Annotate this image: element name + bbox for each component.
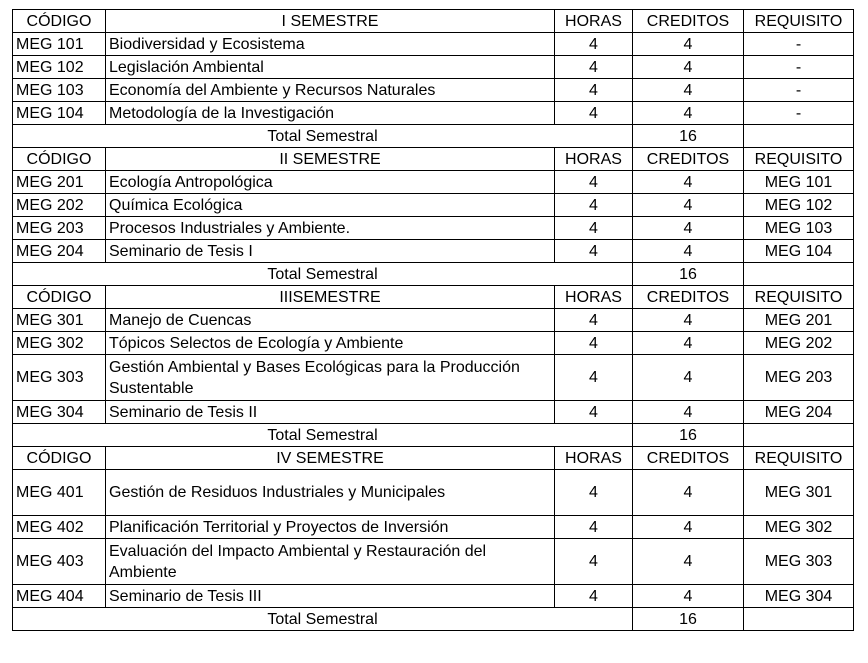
course-requisite: MEG 303	[744, 539, 854, 585]
course-name: Química Ecológica	[106, 194, 555, 217]
course-row	[13, 309, 854, 332]
semester-title: IV SEMESTRE	[106, 447, 555, 470]
course-name: Seminario de Tesis I	[106, 240, 555, 263]
header-requisito: REQUISITO	[744, 286, 854, 309]
course-code: MEG 303	[13, 355, 106, 401]
course-requisite: -	[744, 79, 854, 102]
course-hours: 4	[555, 355, 633, 401]
total-label: Total Semestral	[13, 608, 633, 631]
total-empty-cell	[744, 125, 854, 148]
course-hours: 4	[555, 332, 633, 355]
course-requisite: -	[744, 33, 854, 56]
course-name: Metodología de la Investigación	[106, 102, 555, 125]
header-creditos: CREDITOS	[633, 148, 744, 171]
course-name: Gestión de Residuos Industriales y Municipales	[106, 470, 555, 516]
curriculum-table	[12, 9, 854, 631]
course-credits: 4	[633, 194, 744, 217]
total-label: Total Semestral	[13, 424, 633, 447]
total-credits: 16	[633, 263, 744, 286]
course-code: MEG 204	[13, 240, 106, 263]
course-requisite: MEG 104	[744, 240, 854, 263]
course-name: Gestión Ambiental y Bases Ecológicas para la Producción Sustentable	[106, 355, 555, 401]
header-horas: HORAS	[555, 447, 633, 470]
course-requisite: MEG 202	[744, 332, 854, 355]
course-name: Evaluación del Impacto Ambiental y Restauración del Ambiente	[106, 539, 555, 585]
course-code: MEG 404	[13, 585, 106, 608]
course-row	[13, 539, 854, 585]
course-row	[13, 79, 854, 102]
course-requisite: MEG 103	[744, 217, 854, 240]
course-credits: 4	[633, 401, 744, 424]
course-credits: 4	[633, 355, 744, 401]
semester-header-row	[13, 286, 854, 309]
course-row	[13, 33, 854, 56]
course-requisite: MEG 201	[744, 309, 854, 332]
course-requisite: MEG 302	[744, 516, 854, 539]
course-credits: 4	[633, 33, 744, 56]
course-name: Planificación Territorial y Proyectos de Inversión	[106, 516, 555, 539]
course-credits: 4	[633, 217, 744, 240]
course-code: MEG 201	[13, 171, 106, 194]
course-requisite: MEG 101	[744, 171, 854, 194]
course-name: Legislación Ambiental	[106, 56, 555, 79]
header-creditos: CREDITOS	[633, 447, 744, 470]
course-credits: 4	[633, 240, 744, 263]
course-code: MEG 101	[13, 33, 106, 56]
course-name: Economía del Ambiente y Recursos Naturales	[106, 79, 555, 102]
total-credits: 16	[633, 125, 744, 148]
course-name: Biodiversidad y Ecosistema	[106, 33, 555, 56]
course-name: Procesos Industriales y Ambiente.	[106, 217, 555, 240]
course-row	[13, 516, 854, 539]
total-row	[13, 608, 854, 631]
course-hours: 4	[555, 194, 633, 217]
semester-header-row	[13, 447, 854, 470]
header-codigo: CÓDIGO	[13, 10, 106, 33]
total-empty-cell	[744, 608, 854, 631]
course-requisite: -	[744, 56, 854, 79]
header-creditos: CREDITOS	[633, 286, 744, 309]
course-code: MEG 401	[13, 470, 106, 516]
course-code: MEG 203	[13, 217, 106, 240]
course-row	[13, 401, 854, 424]
course-credits: 4	[633, 79, 744, 102]
course-row	[13, 240, 854, 263]
header-horas: HORAS	[555, 148, 633, 171]
course-hours: 4	[555, 539, 633, 585]
course-code: MEG 104	[13, 102, 106, 125]
course-credits: 4	[633, 516, 744, 539]
total-row	[13, 424, 854, 447]
course-hours: 4	[555, 33, 633, 56]
course-code: MEG 301	[13, 309, 106, 332]
course-code: MEG 304	[13, 401, 106, 424]
course-code: MEG 402	[13, 516, 106, 539]
course-requisite: MEG 102	[744, 194, 854, 217]
course-row	[13, 355, 854, 401]
course-hours: 4	[555, 217, 633, 240]
course-credits: 4	[633, 56, 744, 79]
course-hours: 4	[555, 401, 633, 424]
course-hours: 4	[555, 516, 633, 539]
course-hours: 4	[555, 470, 633, 516]
course-hours: 4	[555, 102, 633, 125]
course-hours: 4	[555, 79, 633, 102]
course-credits: 4	[633, 309, 744, 332]
course-row	[13, 332, 854, 355]
course-credits: 4	[633, 470, 744, 516]
course-hours: 4	[555, 171, 633, 194]
course-hours: 4	[555, 309, 633, 332]
header-requisito: REQUISITO	[744, 148, 854, 171]
course-credits: 4	[633, 171, 744, 194]
total-label: Total Semestral	[13, 125, 633, 148]
course-name: Seminario de Tesis II	[106, 401, 555, 424]
course-row	[13, 102, 854, 125]
course-hours: 4	[555, 240, 633, 263]
course-requisite: -	[744, 102, 854, 125]
total-credits: 16	[633, 608, 744, 631]
total-credits: 16	[633, 424, 744, 447]
semester-title: I SEMESTRE	[106, 10, 555, 33]
course-row	[13, 171, 854, 194]
course-credits: 4	[633, 539, 744, 585]
header-codigo: CÓDIGO	[13, 447, 106, 470]
total-row	[13, 263, 854, 286]
total-row	[13, 125, 854, 148]
header-creditos: CREDITOS	[633, 10, 744, 33]
course-requisite: MEG 304	[744, 585, 854, 608]
semester-header-row	[13, 10, 854, 33]
course-row	[13, 585, 854, 608]
header-requisito: REQUISITO	[744, 447, 854, 470]
course-hours: 4	[555, 56, 633, 79]
course-name: Tópicos Selectos de Ecología y Ambiente	[106, 332, 555, 355]
semester-title: IIISEMESTRE	[106, 286, 555, 309]
semester-header-row	[13, 148, 854, 171]
course-row	[13, 470, 854, 516]
header-codigo: CÓDIGO	[13, 148, 106, 171]
course-credits: 4	[633, 102, 744, 125]
course-code: MEG 403	[13, 539, 106, 585]
total-empty-cell	[744, 263, 854, 286]
course-credits: 4	[633, 332, 744, 355]
total-label: Total Semestral	[13, 263, 633, 286]
header-horas: HORAS	[555, 286, 633, 309]
course-requisite: MEG 203	[744, 355, 854, 401]
course-code: MEG 102	[13, 56, 106, 79]
semester-title: II SEMESTRE	[106, 148, 555, 171]
course-requisite: MEG 204	[744, 401, 854, 424]
course-name: Seminario de Tesis III	[106, 585, 555, 608]
course-code: MEG 103	[13, 79, 106, 102]
course-name: Manejo de Cuencas	[106, 309, 555, 332]
header-codigo: CÓDIGO	[13, 286, 106, 309]
course-code: MEG 202	[13, 194, 106, 217]
total-empty-cell	[744, 424, 854, 447]
course-row	[13, 217, 854, 240]
course-requisite: MEG 301	[744, 470, 854, 516]
header-horas: HORAS	[555, 10, 633, 33]
course-row	[13, 194, 854, 217]
course-code: MEG 302	[13, 332, 106, 355]
course-row	[13, 56, 854, 79]
course-hours: 4	[555, 585, 633, 608]
course-name: Ecología Antropológica	[106, 171, 555, 194]
header-requisito: REQUISITO	[744, 10, 854, 33]
course-credits: 4	[633, 585, 744, 608]
